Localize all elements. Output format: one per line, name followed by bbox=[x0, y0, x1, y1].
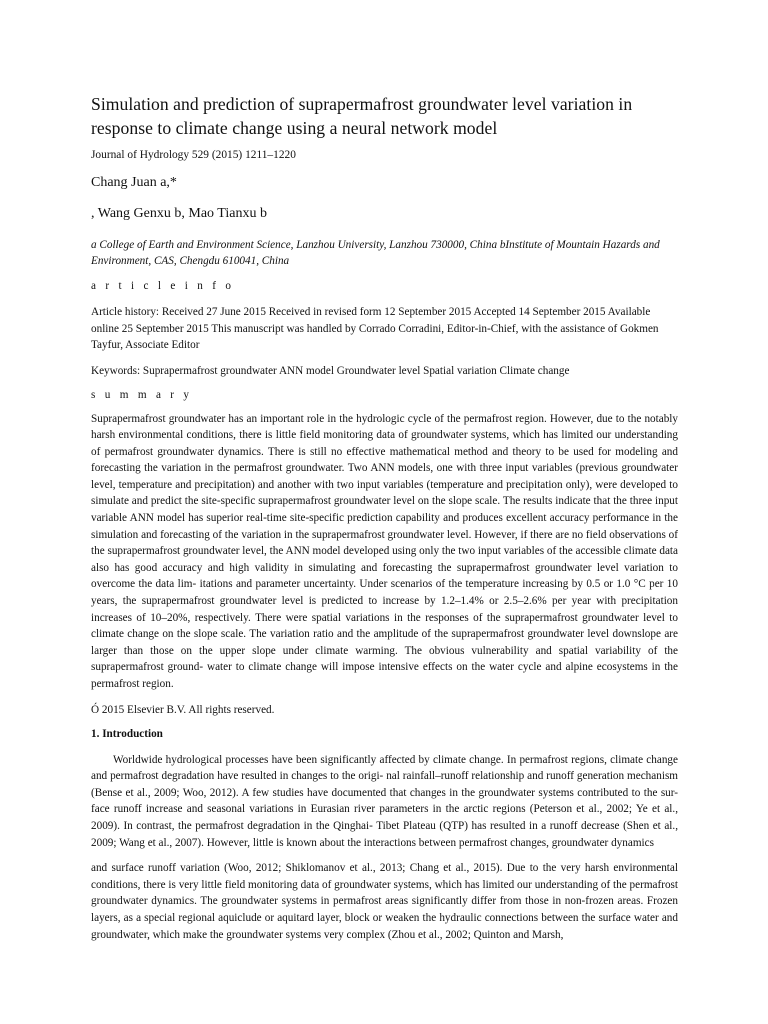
introduction-paragraph-1: Worldwide hydrological processes have been significantly affected by climate change. In permafrost regions, climate change and permafrost degradation have resulted in changes to the origi- nal rainfall–runoff relationship and runoff generation mechanism (Bense et al., 2009; Woo, 2012). A few studies have documented that changes in the groundwater systems contributed to the sur- face runoff increase and seasonal variations in Eurasian river parameters in the arctic regions (Peterson et al., 2002; Ye et al., 2009). In contrast, the permafrost degradation in the Qinghai- Tibet Plateau (QTP) has resulted in a runoff decrease (Shen et al., 2009; Wang et al., 2007). However, little is known about the interactions between permafrost changes, groundwater dynamics bbox=[91, 753, 678, 849]
abstract-paragraph: Suprapermafrost groundwater has an important role in the hydrologic cycle of the permafrost region. However, due to the notably harsh environmental conditions, there is little field monitoring data of groundwater systems, which has limited our understanding of permafrost groundwater dynamics. There is still no effective mathematical method and theory to be used for modeling and forecasting the variation in the permafrost groundwater. Two ANN models, one with three input variables (previous groundwater level, temperature and precipitation) and another with two input variables (temperature and precipitation only), were developed to simulate and predict the site-specific suprapermafrost groundwater level on the slope scale. The results indicate that the three input variable ANN model has superior real-time site-specific prediction capability and produces excellent accuracy performance in the simulation and forecasting of the variation in the suprapermafrost groundwater level. However, if there are no field observations of the suprapermafrost groundwater level, the ANN model developed using only the two input variables of the accessible climate data also has good accuracy and high validity in simulating and forecasting the suprapermafrost groundwater level variation to overcome the data lim- itations and parameter uncertainty. Under scenarios of the temperature increasing by 0.5 or 1.0 °C per 10 years, the suprapermafrost groundwater level is predicted to increase by 1.2–1.4% or 2.5–2.6% per year with precipitation increases of 10–20%, respectively. There were spatial variations in the responses of the suprapermafrost groundwater level to climate change on the slope scale. The variation ratio and the amplitude of the suprapermafrost groundwater level downslope are larger than those on the upper slope under climate warming. The obvious vulnerability and spatial variability of the suprapermafrost ground- water to climate change will impose intensive effects on the water cycle and alpine ecosystems in the permafrost region. bbox=[91, 412, 678, 690]
introduction-paragraph-2: and surface runoff variation (Woo, 2012; Shiklomanov et al., 2013; Chang et al., 2015). Due to the very harsh environmental conditions, there is very little field monitoring data of groundwater systems, which has limited our understanding of the permafrost groundwater dynamics. The groundwater systems in permafrost areas significantly differ from those in non-frozen areas. Frozen layers, as a special regional aquiclude or aquitard layer, block or weaken the hydraulic connections between the surface water and groundwater, which make the groundwater systems very complex (Zhou et al., 2002; Quinton and Marsh, bbox=[91, 862, 678, 941]
paper-title: Simulation and prediction of suprapermafrost groundwater level variation in response to climate change using a neural network model bbox=[91, 94, 633, 138]
authors-line-1: Chang Juan a,* bbox=[91, 175, 177, 190]
section-heading-introduction: 1. Introduction bbox=[91, 727, 163, 740]
article-info-label: a r t i c l e i n f o bbox=[91, 280, 235, 292]
authors-line-2: , Wang Genxu b, Mao Tianxu b bbox=[91, 206, 267, 221]
article-history: Article history: Received 27 June 2015 Received in revised form 12 September 2015 Accepted 14 September 2015 Available online 25 September 2015 This manuscript was handled by Corrado Corradini, Editor-in-Chief, with the assistance of Gokmen Tayfur, Associate Editor bbox=[91, 306, 659, 351]
copyright-notice: Ó 2015 Elsevier B.V. All rights reserved. bbox=[91, 703, 275, 716]
affiliations: a College of Earth and Environment Science, Lanzhou University, Lanzhou 730000, China bInstitute of Mountain Hazards and Environment, CAS, Chengdu 610041, China bbox=[91, 239, 660, 267]
keywords: Keywords: Suprapermafrost groundwater ANN model Groundwater level Spatial variation Climate change bbox=[91, 364, 570, 377]
summary-label: s u m m a r y bbox=[91, 388, 193, 401]
journal-citation: Journal of Hydrology 529 (2015) 1211–1220 bbox=[91, 149, 296, 161]
